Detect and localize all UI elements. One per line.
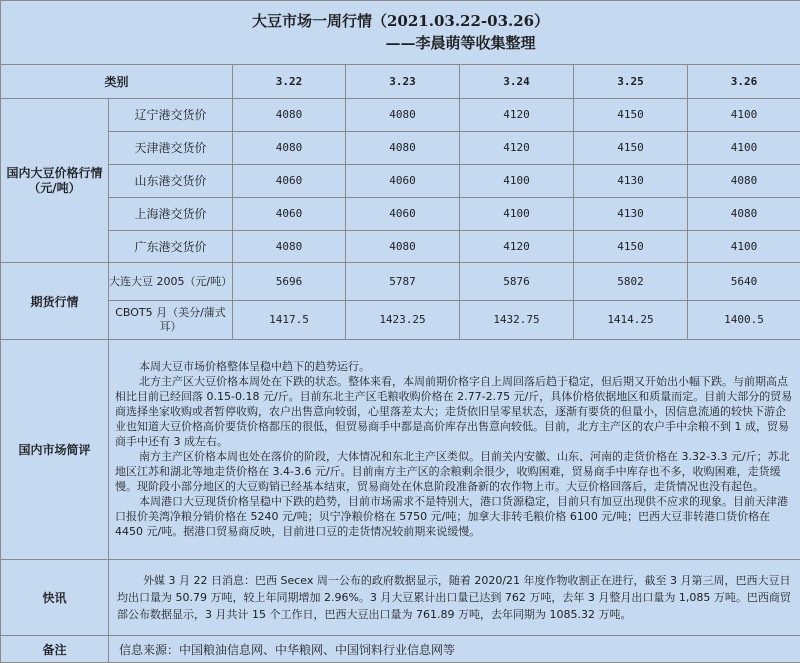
price-cell: 4150 (574, 230, 688, 263)
commentary-label: 国内市场简评 (1, 339, 109, 559)
price-cell: 4060 (346, 164, 460, 197)
price-cell: 4080 (688, 164, 800, 197)
price-cell: 1423.25 (346, 300, 460, 339)
price-cell: 4060 (233, 164, 346, 197)
row-label: 广东港交货价 (109, 230, 233, 263)
price-cell: 4080 (346, 98, 460, 131)
table-row (1, 230, 800, 263)
price-cell: 4150 (574, 98, 688, 131)
report-compiler: ——李晨萌等收集整理 (385, 34, 536, 53)
table-row (1, 164, 800, 197)
price-cell: 1400.5 (688, 300, 800, 339)
news-row (1, 559, 800, 635)
price-cell: 5696 (233, 263, 346, 300)
price-cell: 1414.25 (574, 300, 688, 339)
price-cell: 4130 (574, 197, 688, 230)
price-cell: 4120 (460, 98, 574, 131)
price-cell: 4060 (233, 197, 346, 230)
price-cell: 4080 (688, 197, 800, 230)
header-date: 3.26 (688, 64, 800, 98)
price-cell: 4060 (346, 197, 460, 230)
row-label: CBOT5 月（美分/蒲式耳） (109, 300, 233, 339)
notes-text: 信息来源：中国粮油信息网、中华粮网、中国饲料行业信息网等 (109, 636, 800, 663)
news-label: 快讯 (1, 559, 109, 635)
price-cell: 4080 (233, 131, 346, 164)
price-cell: 4080 (233, 230, 346, 263)
futures-label: 期货行情 (1, 263, 109, 339)
price-cell: 4120 (460, 230, 574, 263)
price-cell: 5787 (346, 263, 460, 300)
title-row (1, 1, 800, 65)
price-cell: 1417.5 (233, 300, 346, 339)
domestic-price-label: 国内大豆价格行情（元/吨） (1, 98, 109, 263)
table-row (1, 131, 800, 164)
row-label: 山东港交货价 (109, 164, 233, 197)
row-label: 辽宁港交货价 (109, 98, 233, 131)
price-cell: 4080 (346, 230, 460, 263)
price-cell: 4120 (460, 131, 574, 164)
header-date: 3.23 (346, 64, 460, 98)
commentary-paragraph: 本周大豆市场价格整体呈稳中趋下的趋势运行。 (139, 360, 370, 374)
header-date: 3.22 (233, 64, 346, 98)
header-row (1, 64, 800, 98)
price-cell: 1432.75 (460, 300, 574, 339)
notes-row (1, 636, 800, 663)
header-date: 3.25 (574, 64, 688, 98)
row-label: 天津港交货价 (109, 131, 233, 164)
price-cell: 4100 (688, 131, 800, 164)
price-cell: 5802 (574, 263, 688, 300)
price-cell: 4080 (233, 98, 346, 131)
report-title: 大豆市场一周行情（2021.03.22-03.26） (251, 12, 550, 31)
price-cell: 4130 (574, 164, 688, 197)
price-cell: 4100 (688, 98, 800, 131)
table-row (1, 300, 800, 339)
commentary-paragraph: 北方主产区大豆价格本周处在下跌的状态。整体来看，本周前期价格字自上周回落后趋于稳定，但后期又开始出小幅下跌。与前期高点相比目前已经回落 0.15-0.18 元/斤。目前东北主产区毛粮收购价格在 2.77-2.75 元/斤，具体价格依据地区和质量而定。目前大部分的贸易商选择坐家收购或者暂停收购，农户出售意向较弱，心里落差太大；走货依旧呈零星状态，逐渐有要货的但量小，因信息流通的较快下游企业也知道大豆价格高价要货价格都压的很低，但贸易商手中都是高价库存出售意向较低。目前，北方主产区的农户手中余粮不到 1 成，贸易商手中还有 3 成左右。 (115, 375, 793, 449)
table-row (1, 197, 800, 230)
commentary-row (1, 339, 800, 559)
commentary-paragraph: 南方主产区价格本周也处在落价的阶段，大体情况和东北主产区类似。目前关内安徽、山东、河南的走货价格在 3.32-3.3 元/斤；苏北地区江苏和湖北等地走货价格在 3.4-3.6 元/斤。目前南方主产区的余粮剩余很少，收购困难，贸易商手中库存也不多，收购困难，走货缓慢。现阶段小部分地区的大豆购销已经基本结束，贸易商处在休息阶段准备新的农作物上市。大豆价格回落后，走货情况也没有起色。 (115, 450, 790, 494)
commentary-text (109, 339, 800, 559)
price-cell: 4080 (346, 131, 460, 164)
price-cell: 4150 (574, 131, 688, 164)
row-label: 上海港交货价 (109, 197, 233, 230)
price-cell: 5876 (460, 263, 574, 300)
news-text: 外媒 3 月 22 日消息：巴西 Secex 周一公布的政府数据显示，随着 2020/21 年度作物收割正在进行，截至 3 月第三周，巴西大豆日均出口量为 50.79 万吨，较上年同期增加 2.96%。3 月大豆累计出口量已达到 762 万吨，去年 3 月整月出口量为 1,085 万吨。巴西商贸部公布数据显示，3 月共计 15 个工作日，巴西大豆出口量为 761.89 万吨，去年同期为 1085.32 万吨。 (109, 559, 800, 635)
commentary-paragraph: 本周港口大豆现货价格呈稳中下跌的趋势，目前市场需求不是特别大，港口货源稳定，目前只有加豆出现供不应求的现象。目前天津港口报价美湾净粮分销价格在 5240 元/吨；贝宁净粮价格在 5750 元/吨；加拿大非转毛粮价格 6100 元/吨；巴西大豆非转港口货价格在 4450 元/吨。据港口贸易商反映，目前进口豆的走货情况较前期来说缓慢。 (115, 495, 788, 539)
row-label: 大连大豆 2005（元/吨） (109, 263, 233, 300)
price-cell: 5640 (688, 263, 800, 300)
price-cell: 4100 (460, 164, 574, 197)
price-cell: 4100 (688, 230, 800, 263)
page-title (1, 1, 800, 65)
table-row (1, 98, 800, 131)
header-date: 3.24 (460, 64, 574, 98)
table-row (1, 263, 800, 300)
notes-label: 备注 (1, 636, 109, 663)
price-cell: 4100 (460, 197, 574, 230)
header-category: 类别 (1, 64, 233, 98)
